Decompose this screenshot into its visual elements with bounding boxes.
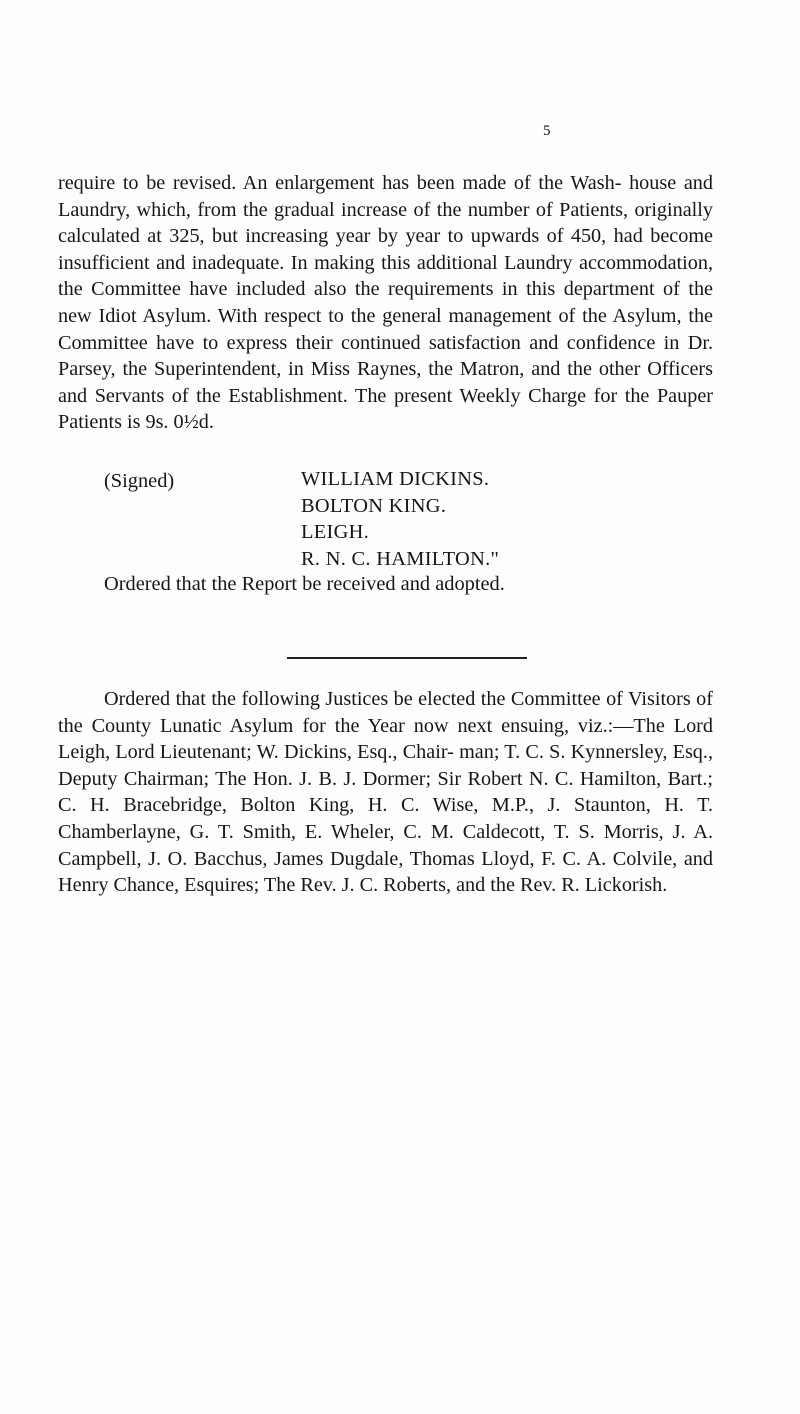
signatory-name: BOLTON KING.: [301, 494, 447, 517]
section-divider: [287, 657, 527, 659]
report-adopted-order: Ordered that the Report be received and adopted.: [104, 573, 505, 595]
signed-label: (Signed): [104, 470, 175, 492]
signatory-name: R. N. C. HAMILTON.": [301, 547, 500, 570]
visitors-election-paragraph: Ordered that the following Justices be elected the Committee of Visitors of the County Lunatic Asylum for the Year now next ensuing, viz.:—The Lord Leigh, Lord Lieutenant; W. Dickins, Esq., Chair- man; T. C. S. Kynnersley, Esq., Deputy Chairman; The Hon. J. B. J. Dormer; Sir Robert N. C. Hamilton, Bart.; C. H. Bracebridge, Bolton King, H. C. Wise, M.P., J. Staunton, H. T. Chamberlayne, G. T. Smith, E. Wheler, C. M. Caldecott, T. S. Morris, J. A. Campbell, J. O. Bacchus, James Dugdale, Thomas Lloyd, F. C. A. Colvile, and Henry Chance, Esquires; The Rev. J. C. Roberts, and the Rev. R. Lickorish.: [58, 688, 713, 897]
signatory-name: LEIGH.: [301, 521, 370, 544]
signature-names: [301, 466, 499, 572]
committee-report-paragraph: require to be revised. An enlargement has been made of the Wash- house and Laundry, which, from the gradual increase of the number of Patients, originally calculated at 325, but increasing year by year to upwards of 450, had become insufficient and inadequate. In making this additional Laundry accommodation, the Committee have included also the requirements in this department of the new Idiot Asylum. With respect to the general management of the Asylum, the Committee have to express their continued satisfaction and confidence in Dr. Parsey, the Superintendent, in Miss Raynes, the Matron, and the other Officers and Servants of the Establishment. The present Weekly Charge for the Pauper Patients is 9s. 0½d.: [58, 172, 713, 434]
signatory-name: WILLIAM DICKINS.: [301, 468, 490, 490]
page-number: 5: [543, 123, 551, 139]
